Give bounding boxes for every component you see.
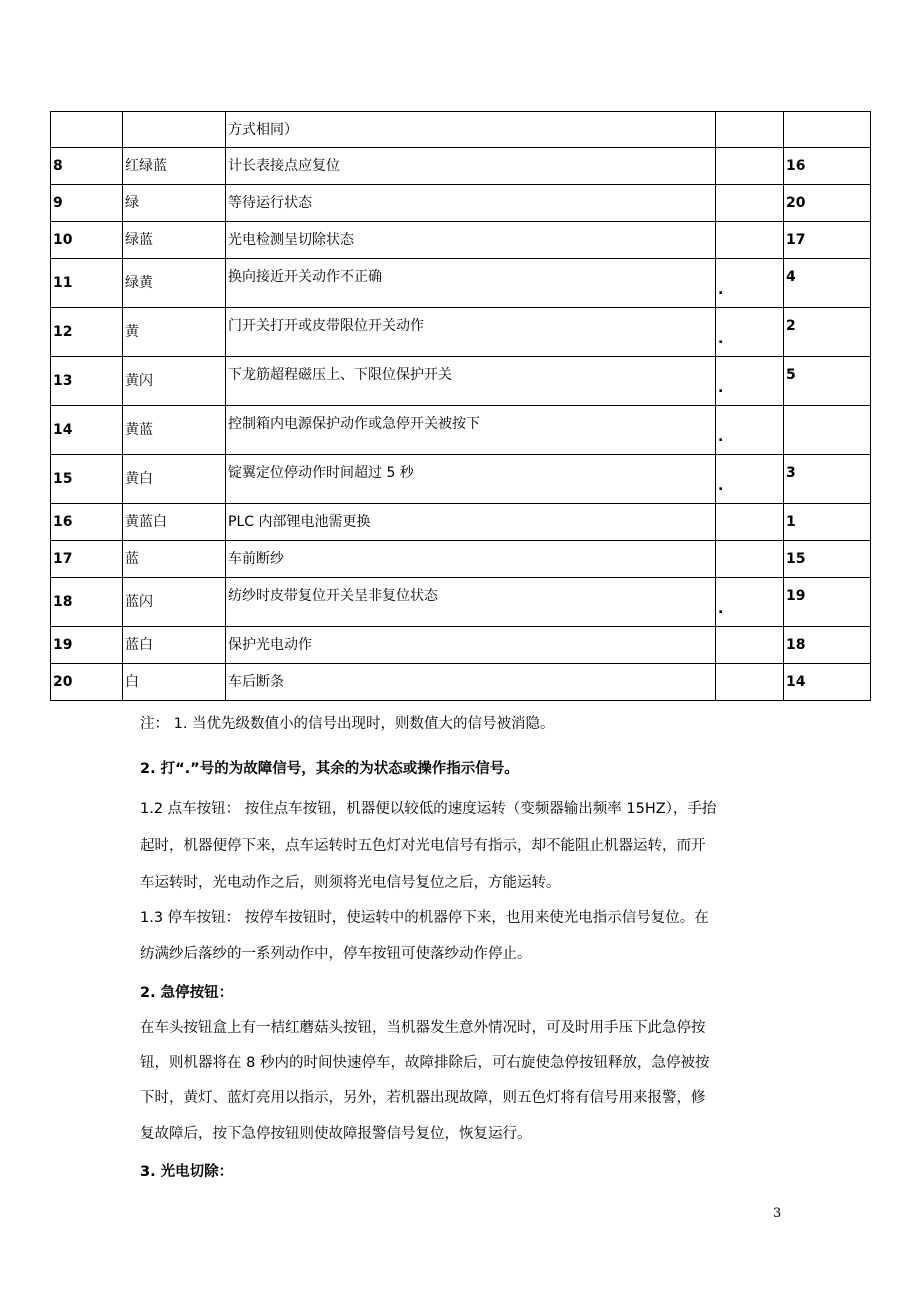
signal-description: 方式相同）: [226, 112, 716, 148]
signal-table: [50, 111, 871, 701]
signal-color: 蓝: [123, 541, 226, 578]
signal-description: 纺纱时皮带复位开关呈非复位状态: [226, 578, 716, 627]
signal-color: 绿蓝: [123, 222, 226, 259]
row-number: 11: [51, 259, 123, 308]
row-number: 13: [51, 357, 123, 406]
row-number: 10: [51, 222, 123, 259]
row-number: [51, 112, 123, 148]
priority-value: 2: [784, 308, 871, 357]
table-row: [51, 259, 871, 308]
priority-value: [784, 406, 871, 455]
signal-color: 黄蓝白: [123, 504, 226, 541]
table-row: [51, 185, 871, 222]
signal-color: 红绿蓝: [123, 148, 226, 185]
row-number: 18: [51, 578, 123, 627]
section-1-2-line-2: 起时，机器便停下来，点车运转时五色灯对光电信号有指示，却不能阻止机器运转，而开: [140, 838, 706, 854]
row-number: 16: [51, 504, 123, 541]
fault-mark: .: [716, 578, 784, 627]
fault-mark: .: [716, 406, 784, 455]
fault-mark: .: [716, 259, 784, 308]
signal-description: 车前断纱: [226, 541, 716, 578]
fault-mark: [716, 222, 784, 259]
signal-description: 锭翼定位停动作时间超过 5 秒: [226, 455, 716, 504]
priority-value: 4: [784, 259, 871, 308]
signal-color: 黄白: [123, 455, 226, 504]
signal-color: 绿: [123, 185, 226, 222]
row-number: 14: [51, 406, 123, 455]
row-number: 8: [51, 148, 123, 185]
section-1-2-line-1: 1.2 点车按钮： 按住点车按钮，机器便以较低的速度运转（变频器输出频率 15HZ），手抬: [140, 801, 717, 817]
fault-mark: [716, 664, 784, 701]
table-row: [51, 664, 871, 701]
signal-description: PLC 内部锂电池需更换: [226, 504, 716, 541]
signal-description: 车后断条: [226, 664, 716, 701]
signal-color: 黄蓝: [123, 406, 226, 455]
signal-description: 光电检测呈切除状态: [226, 222, 716, 259]
fault-mark: [716, 504, 784, 541]
signal-description: 等待运行状态: [226, 185, 716, 222]
fault-mark: [716, 112, 784, 148]
row-number: 12: [51, 308, 123, 357]
signal-description: 下龙筋超程磁压上、下限位保护开关: [226, 357, 716, 406]
fault-mark: [716, 148, 784, 185]
priority-value: [784, 112, 871, 148]
priority-value: 15: [784, 541, 871, 578]
section-2-line-1: 在车头按钮盒上有一桔红蘑菇头按钮，当机器发生意外情况时，可及时用手压下此急停按: [140, 1020, 706, 1036]
section-1-3-line-1: 1.3 停车按钮： 按停车按钮时，使运转中的机器停下来，也用来使光电指示信号复位。在: [140, 910, 709, 926]
fault-mark: [716, 185, 784, 222]
table-row: [51, 148, 871, 185]
section-2-line-2: 钮，则机器将在 8 秒内的时间快速停车，故障排除后，可右旋使急停按钮释放，急停被按: [140, 1055, 710, 1071]
table-row: [51, 578, 871, 627]
signal-description: 门开关打开或皮带限位开关动作: [226, 308, 716, 357]
fault-mark: .: [716, 308, 784, 357]
signal-color: [123, 112, 226, 148]
section-2-line-3: 下时，黄灯、蓝灯亮用以指示，另外，若机器出现故障，则五色灯将有信号用来报警，修: [140, 1090, 706, 1106]
fault-mark: [716, 541, 784, 578]
table-row: [51, 308, 871, 357]
signal-color: 蓝闪: [123, 578, 226, 627]
fault-mark: .: [716, 455, 784, 504]
priority-value: 1: [784, 504, 871, 541]
priority-value: 17: [784, 222, 871, 259]
page-number: 3: [773, 1206, 782, 1221]
table-row: [51, 627, 871, 664]
priority-value: 5: [784, 357, 871, 406]
signal-color: 黄: [123, 308, 226, 357]
note-2: 2. 打“.”号的为故障信号，其余的为状态或操作指示信号。: [140, 761, 519, 777]
signal-color: 蓝白: [123, 627, 226, 664]
fault-mark: .: [716, 357, 784, 406]
priority-value: 3: [784, 455, 871, 504]
section-2-title: 2. 急停按钮：: [140, 985, 234, 1001]
row-number: 19: [51, 627, 123, 664]
row-number: 17: [51, 541, 123, 578]
signal-color: 绿黄: [123, 259, 226, 308]
table-row: [51, 357, 871, 406]
row-number: 15: [51, 455, 123, 504]
priority-value: 20: [784, 185, 871, 222]
priority-value: 19: [784, 578, 871, 627]
note-1: 注： 1. 当优先级数值小的信号出现时，则数值大的信号被消隐。: [140, 716, 555, 732]
priority-value: 14: [784, 664, 871, 701]
signal-description: 计长表接点应复位: [226, 148, 716, 185]
priority-value: 18: [784, 627, 871, 664]
signal-color: 白: [123, 664, 226, 701]
row-number: 9: [51, 185, 123, 222]
table-row: [51, 222, 871, 259]
table-row: [51, 112, 871, 148]
table-row: [51, 504, 871, 541]
section-1-2-line-3: 车运转时，光电动作之后，则须将光电信号复位之后，方能运转。: [140, 875, 561, 891]
section-2-line-4: 复故障后，按下急停按钮则使故障报警信号复位，恢复运行。: [140, 1126, 532, 1142]
table-row: [51, 406, 871, 455]
section-1-3-line-2: 纺满纱后落纱的一系列动作中，停车按钮可使落纱动作停止。: [140, 946, 532, 962]
signal-description: 保护光电动作: [226, 627, 716, 664]
row-number: 20: [51, 664, 123, 701]
fault-mark: [716, 627, 784, 664]
signal-description: 换向接近开关动作不正确: [226, 259, 716, 308]
priority-value: 16: [784, 148, 871, 185]
signal-description: 控制箱内电源保护动作或急停开关被按下: [226, 406, 716, 455]
signal-color: 黄闪: [123, 357, 226, 406]
section-3-title: 3. 光电切除：: [140, 1164, 234, 1180]
table-row: [51, 455, 871, 504]
table-row: [51, 541, 871, 578]
